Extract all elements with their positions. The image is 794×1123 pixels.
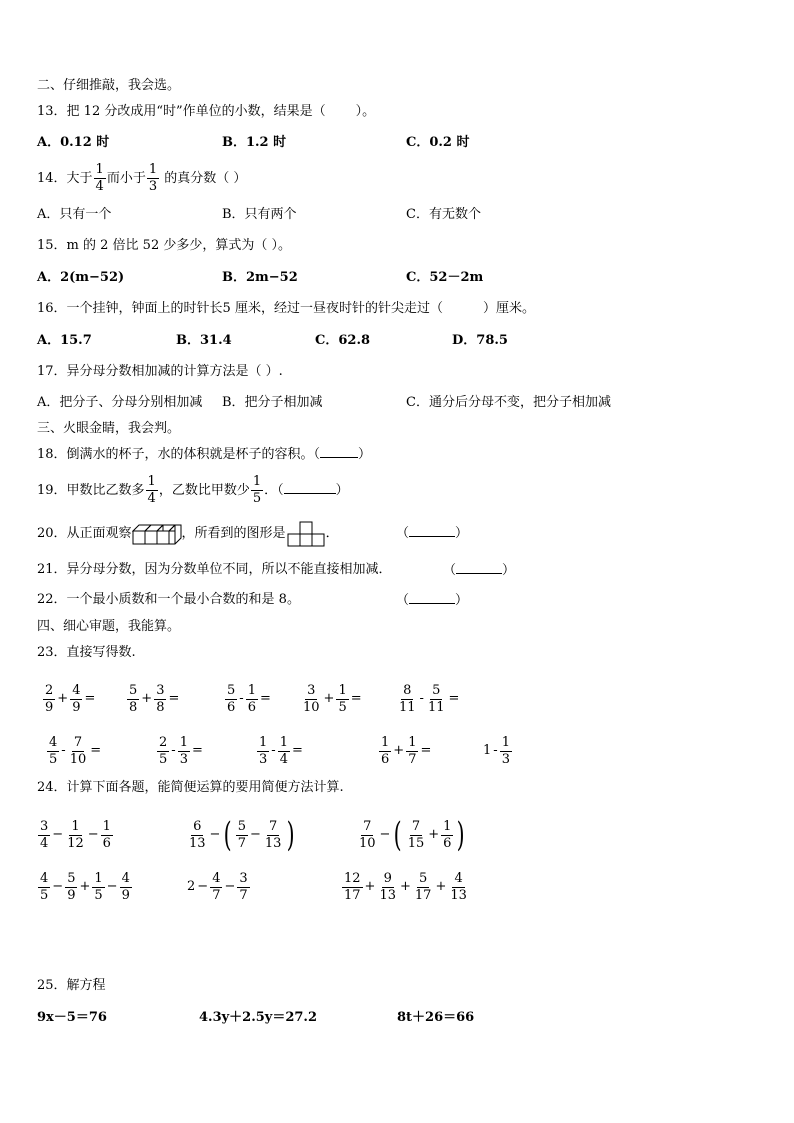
denominator: 13 xyxy=(379,887,396,903)
denominator: 13 xyxy=(264,835,282,851)
numerator: 5 xyxy=(129,682,138,698)
denominator: 4 xyxy=(147,491,156,506)
fraction xyxy=(406,735,418,768)
numerator: 1 xyxy=(102,818,111,834)
fraction xyxy=(441,819,453,852)
numerator: 2 xyxy=(159,734,168,750)
section-2-heading: 二、仔细推敲，我会选。 xyxy=(37,78,181,93)
denominator: 7 xyxy=(212,887,221,903)
operator: − xyxy=(379,827,391,842)
q16-option-b[interactable]: B．31.4 xyxy=(176,333,232,348)
fraction xyxy=(377,871,398,904)
fraction xyxy=(500,735,512,768)
q23-expression xyxy=(224,680,272,719)
numerator: 1 xyxy=(247,682,256,698)
q14-prefix: 14．大于 xyxy=(37,171,93,186)
numerator: 1 xyxy=(94,870,103,886)
operator: + xyxy=(393,743,405,758)
q16-option-d[interactable]: D．78.5 xyxy=(452,333,508,348)
q23-expression xyxy=(126,680,180,719)
equals-sign: = xyxy=(291,743,303,758)
fraction xyxy=(413,871,434,904)
fraction xyxy=(127,683,139,716)
denominator: 7 xyxy=(237,835,246,851)
fraction xyxy=(68,735,89,768)
question-16 xyxy=(37,300,535,318)
q20-answer xyxy=(396,524,468,543)
q23-expression xyxy=(256,732,304,771)
q19-text-c: ．（ xyxy=(264,483,284,498)
q16-text-end: ）厘米。 xyxy=(482,301,535,316)
denominator: 9 xyxy=(45,699,54,715)
question-17: 17．异分母分数相加减的计算方法是（ ）. xyxy=(37,364,283,379)
fraction xyxy=(357,819,378,852)
q16-option-c[interactable]: C．62.8 xyxy=(315,333,371,348)
q24-expression-2 xyxy=(186,815,298,856)
q19-text-end: ） xyxy=(335,483,349,498)
denominator: 5 xyxy=(94,887,103,903)
q19-fraction-2 xyxy=(251,474,263,507)
q19-text-a: 19．甲数比乙数多 xyxy=(37,483,145,498)
numerator: 4 xyxy=(212,870,221,886)
q20-text-b: ，所看到的图形是 xyxy=(181,526,286,541)
q19-text-b: ，乙数比甲数少 xyxy=(158,483,250,498)
q24-expression-6 xyxy=(341,867,470,908)
numerator: 1 xyxy=(71,818,80,834)
operator: − xyxy=(52,879,64,894)
numerator: 3 xyxy=(239,870,248,886)
fraction xyxy=(237,871,249,904)
cube-stack-icon xyxy=(132,522,182,546)
q24-expression-5 xyxy=(186,867,251,908)
left-paren: ( xyxy=(224,815,233,855)
denominator: 8 xyxy=(156,699,165,715)
q23-expression xyxy=(300,680,363,719)
numerator: 8 xyxy=(403,682,412,698)
q22-answer xyxy=(396,591,468,610)
denominator: 4 xyxy=(279,751,288,767)
numerator: 6 xyxy=(193,818,202,834)
operator: + xyxy=(79,879,91,894)
denominator: 15 xyxy=(407,835,425,851)
fraction xyxy=(70,683,82,716)
numerator: 4 xyxy=(72,682,81,698)
numerator: 7 xyxy=(411,818,421,834)
fraction xyxy=(92,871,104,904)
numerator: 7 xyxy=(269,818,278,834)
q13-option-c[interactable]: C．0.2 时 xyxy=(406,135,470,150)
whole-number: 2 xyxy=(187,879,196,894)
fraction xyxy=(65,819,86,852)
q23-expression xyxy=(46,732,102,771)
section-4-heading: 四、细心审题，我能算。 xyxy=(37,619,181,634)
fraction xyxy=(157,735,169,768)
question-15: 15．m 的 2 倍比 52 少多少，算式为（ ）。 xyxy=(37,238,291,253)
operator: - xyxy=(61,743,66,758)
operator: - xyxy=(171,743,176,758)
fraction xyxy=(246,683,258,716)
numerator: 1 xyxy=(279,734,288,750)
fraction xyxy=(342,871,363,904)
q23-expression xyxy=(482,732,515,771)
denominator: 5 xyxy=(40,887,49,903)
q15-option-a[interactable]: A．2(m−52) xyxy=(37,270,125,285)
denominator: 13 xyxy=(189,835,206,851)
operator: − xyxy=(250,827,261,842)
numerator: 1 xyxy=(259,734,268,750)
q14-fraction-1 xyxy=(94,162,106,195)
equals-sign: = xyxy=(350,691,362,706)
numerator: 5 xyxy=(67,870,76,886)
operator: + xyxy=(400,879,411,894)
q24-expression-3 xyxy=(356,815,468,856)
denominator: 6 xyxy=(227,699,236,715)
q23-expression xyxy=(396,680,460,719)
numerator: 5 xyxy=(419,870,428,886)
operator: + xyxy=(141,691,153,706)
q17-option-c[interactable]: C．通分后分母不变，把分子相加减 xyxy=(406,395,611,410)
fraction xyxy=(278,735,290,768)
q24-expression-1 xyxy=(37,815,114,856)
operator: - xyxy=(419,691,424,706)
q17-option-b[interactable]: B．把分子相加减 xyxy=(222,395,323,410)
q19-answer-blank[interactable] xyxy=(284,481,336,494)
operator: + xyxy=(435,879,447,894)
q21-paren-close: ） xyxy=(502,563,516,578)
numerator: 5 xyxy=(237,818,246,834)
operator: - xyxy=(271,743,276,758)
operator: − xyxy=(52,827,64,842)
equals-sign: = xyxy=(168,691,180,706)
fraction xyxy=(406,819,427,852)
q25-equation-1: 9x－5＝76 xyxy=(37,1010,107,1025)
question-25-title: 25．解方程 xyxy=(37,978,106,993)
numerator: 3 xyxy=(307,682,316,698)
q17-option-a[interactable]: A．把分子、分母分别相加减 xyxy=(37,395,203,410)
denominator: 4 xyxy=(95,179,104,194)
q21-paren-open: （ xyxy=(443,563,457,578)
denominator: 17 xyxy=(414,887,432,903)
denominator: 10 xyxy=(359,835,376,851)
equals-sign: = xyxy=(90,743,102,758)
denominator: 3 xyxy=(148,179,158,194)
fraction xyxy=(336,683,348,716)
q20-paren-close: ） xyxy=(455,526,469,541)
denominator: 11 xyxy=(427,699,445,715)
left-paren: ( xyxy=(394,815,403,855)
question-20 xyxy=(37,520,339,548)
fraction xyxy=(47,735,59,768)
operator: − xyxy=(106,879,118,894)
denominator: 17 xyxy=(344,887,361,903)
fraction xyxy=(43,683,55,716)
q13-option-b[interactable]: B．1.2 时 xyxy=(222,135,287,150)
fraction xyxy=(120,871,132,904)
denominator: 5 xyxy=(252,491,262,506)
numerator: 3 xyxy=(156,682,165,698)
denominator: 4 xyxy=(40,835,49,851)
fraction xyxy=(38,871,50,904)
q15-option-b[interactable]: B．2m−52 xyxy=(222,270,298,285)
q13-text: 13．把 12 分改成用“时”作单位的小数，结果是（ xyxy=(37,104,326,119)
fraction xyxy=(379,735,391,768)
numerator: 4 xyxy=(40,870,49,886)
numerator: 1 xyxy=(95,162,104,177)
numerator: 5 xyxy=(432,682,441,698)
numerator: 3 xyxy=(40,818,49,834)
denominator: 5 xyxy=(49,751,58,767)
numerator: 4 xyxy=(49,734,58,750)
operator: − xyxy=(209,827,221,842)
q22-paren-open: （ xyxy=(396,593,410,608)
numerator: 1 xyxy=(338,682,347,698)
numerator: 7 xyxy=(363,818,372,834)
q23-expression xyxy=(42,680,96,719)
question-24-title: 24．计算下面各题，能简便运算的要用简便方法计算. xyxy=(37,780,344,795)
q16-text: 16．一个挂钟，钟面上的时针长5 厘米，经过一昼夜时针的针尖走过（ xyxy=(37,301,443,316)
denominator: 6 xyxy=(381,751,390,767)
denominator: 12 xyxy=(67,835,84,851)
section-3-heading: 三、火眼金睛，我会判。 xyxy=(37,421,181,436)
numerator: 2 xyxy=(45,682,54,698)
numerator: 1 xyxy=(408,734,417,750)
front-view-shape-icon xyxy=(286,521,326,547)
q14-fraction-2 xyxy=(147,162,159,195)
denominator: 5 xyxy=(338,699,347,715)
q13-option-a[interactable]: A．0.12 时 xyxy=(37,135,110,150)
q13-text-end: ）。 xyxy=(355,104,376,119)
q20-paren-open: （ xyxy=(396,526,410,541)
denominator: 9 xyxy=(67,887,76,903)
q23-expression xyxy=(156,732,204,771)
question-23-title: 23．直接写得数. xyxy=(37,645,136,660)
equals-sign: = xyxy=(420,743,432,758)
q18-answer-blank[interactable] xyxy=(320,445,358,458)
numerator: 7 xyxy=(73,734,83,750)
fraction xyxy=(301,683,322,716)
denominator: 6 xyxy=(443,835,452,851)
numerator: 12 xyxy=(344,870,361,886)
question-22: 22．一个最小质数和一个最小合数的和是 8。 xyxy=(37,592,300,607)
operator: − xyxy=(197,879,209,894)
q14-option-c[interactable]: C．有无数个 xyxy=(406,207,481,222)
q18-text: 18．倒满水的杯子，水的体积就是杯子的容积。（ xyxy=(37,447,321,462)
denominator: 13 xyxy=(450,887,467,903)
fraction xyxy=(101,819,113,852)
whole-number: 1 xyxy=(483,743,492,758)
equals-sign: = xyxy=(191,743,203,758)
q23-expression xyxy=(378,732,432,771)
fraction xyxy=(38,819,50,852)
question-13 xyxy=(37,103,375,121)
denominator: 11 xyxy=(399,699,416,715)
q21-answer-blank[interactable] xyxy=(456,561,502,574)
right-paren: ) xyxy=(287,815,296,855)
q25-equation-2: 4.3y＋2.5y＝27.2 xyxy=(199,1010,318,1025)
fraction xyxy=(397,683,418,716)
denominator: 7 xyxy=(239,887,248,903)
fraction xyxy=(263,819,284,852)
numerator: 5 xyxy=(227,682,236,698)
denominator: 8 xyxy=(129,699,138,715)
operator: − xyxy=(87,827,99,842)
q20-text-c: ． xyxy=(325,526,339,541)
numerator: 1 xyxy=(252,474,262,489)
fraction xyxy=(65,871,77,904)
q22-paren-close: ） xyxy=(455,593,469,608)
q14-mid: 而小于 xyxy=(106,171,146,186)
fraction xyxy=(225,683,237,716)
numerator: 1 xyxy=(443,818,452,834)
operator: + xyxy=(364,879,376,894)
denominator: 3 xyxy=(179,751,188,767)
numerator: 9 xyxy=(383,870,392,886)
operator: + xyxy=(57,691,69,706)
denominator: 10 xyxy=(303,699,320,715)
fraction xyxy=(257,735,269,768)
question-19 xyxy=(37,472,349,510)
q20-text-a: 20．从正面观察 xyxy=(37,526,132,541)
numerator: 1 xyxy=(147,474,156,489)
numerator: 1 xyxy=(179,734,188,750)
q14-suffix: 的真分数（ ） xyxy=(164,171,247,186)
numerator: 4 xyxy=(121,870,130,886)
q20-answer-blank[interactable] xyxy=(409,524,455,537)
right-paren: ) xyxy=(457,815,466,855)
fraction xyxy=(210,871,222,904)
denominator: 9 xyxy=(72,699,81,715)
question-18 xyxy=(37,445,371,464)
operator: + xyxy=(323,691,335,706)
fraction xyxy=(448,871,469,904)
denominator: 6 xyxy=(102,835,111,851)
numerator: 1 xyxy=(501,734,510,750)
q14-option-a[interactable]: A．只有一个 xyxy=(37,207,112,222)
denominator: 10 xyxy=(69,751,87,767)
operator: + xyxy=(428,827,440,842)
q22-answer-blank[interactable] xyxy=(409,591,455,604)
q24-expression-4 xyxy=(37,867,133,908)
equals-sign: = xyxy=(448,691,460,706)
denominator: 6 xyxy=(247,699,256,715)
fraction xyxy=(178,735,190,768)
q25-equation-3: 8t＋26＝66 xyxy=(397,1010,475,1025)
equals-sign: = xyxy=(259,691,271,706)
operator: − xyxy=(224,879,236,894)
numerator: 1 xyxy=(148,162,158,177)
denominator: 9 xyxy=(121,887,130,903)
denominator: 7 xyxy=(408,751,417,767)
numerator: 1 xyxy=(381,734,390,750)
question-21: 21．异分母分数，因为分数单位不同，所以不能直接相加减． xyxy=(37,562,392,577)
denominator: 3 xyxy=(501,751,510,767)
q16-option-a[interactable]: A．15.7 xyxy=(37,333,92,348)
operator: - xyxy=(239,691,244,706)
numerator: 4 xyxy=(454,870,463,886)
question-14 xyxy=(37,160,246,198)
operator: - xyxy=(493,743,498,758)
fraction xyxy=(236,819,248,852)
fraction xyxy=(187,819,208,852)
q21-answer xyxy=(443,561,515,580)
q19-fraction-1 xyxy=(146,474,158,507)
q14-option-b[interactable]: B．只有两个 xyxy=(222,207,297,222)
denominator: 3 xyxy=(259,751,268,767)
q18-text-end: ） xyxy=(358,447,372,462)
equals-sign: = xyxy=(84,691,96,706)
fraction xyxy=(426,683,447,716)
denominator: 5 xyxy=(159,751,168,767)
q15-option-c[interactable]: C．52－2m xyxy=(406,270,484,285)
fraction xyxy=(154,683,166,716)
